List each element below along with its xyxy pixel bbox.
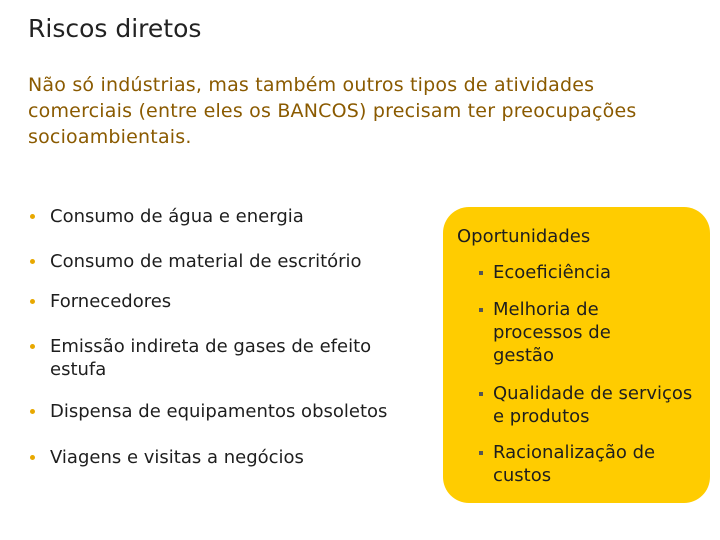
list-item: Racionalização de custos [493, 441, 705, 487]
opportunities-box [443, 207, 710, 503]
opportunities-title: Oportunidades [457, 226, 591, 247]
bullet-icon [479, 308, 483, 312]
bullet-icon [30, 299, 35, 304]
bullet-icon [30, 259, 35, 264]
bullet-icon [30, 455, 35, 460]
list-item: Qualidade de serviços e produtos [493, 382, 705, 428]
intro-text: Não só indústrias, mas também outros tipos de atividades comerciais (entre eles os BANCOS) precisam ter preocupações socioambientais. [28, 74, 637, 148]
slide-title: Riscos diretos [28, 14, 202, 43]
list-item: Viagens e visitas a negócios [28, 446, 438, 469]
bullet-icon [479, 271, 483, 275]
bullet-icon [30, 409, 35, 414]
bullet-icon [479, 392, 483, 396]
bullet-icon [30, 214, 35, 219]
list-item: Melhoria de processos de gestão [493, 298, 653, 367]
list-item: Ecoeficiência [493, 261, 705, 284]
list-item: Fornecedores [28, 290, 438, 313]
bullet-icon [30, 344, 35, 349]
list-item: Emissão indireta de gases de efeito estufa [28, 335, 388, 381]
bullet-icon [479, 451, 483, 455]
list-item: Consumo de água e energia [28, 205, 438, 228]
list-item: Consumo de material de escritório [28, 250, 438, 273]
list-item: Dispensa de equipamentos obsoletos [28, 400, 438, 423]
